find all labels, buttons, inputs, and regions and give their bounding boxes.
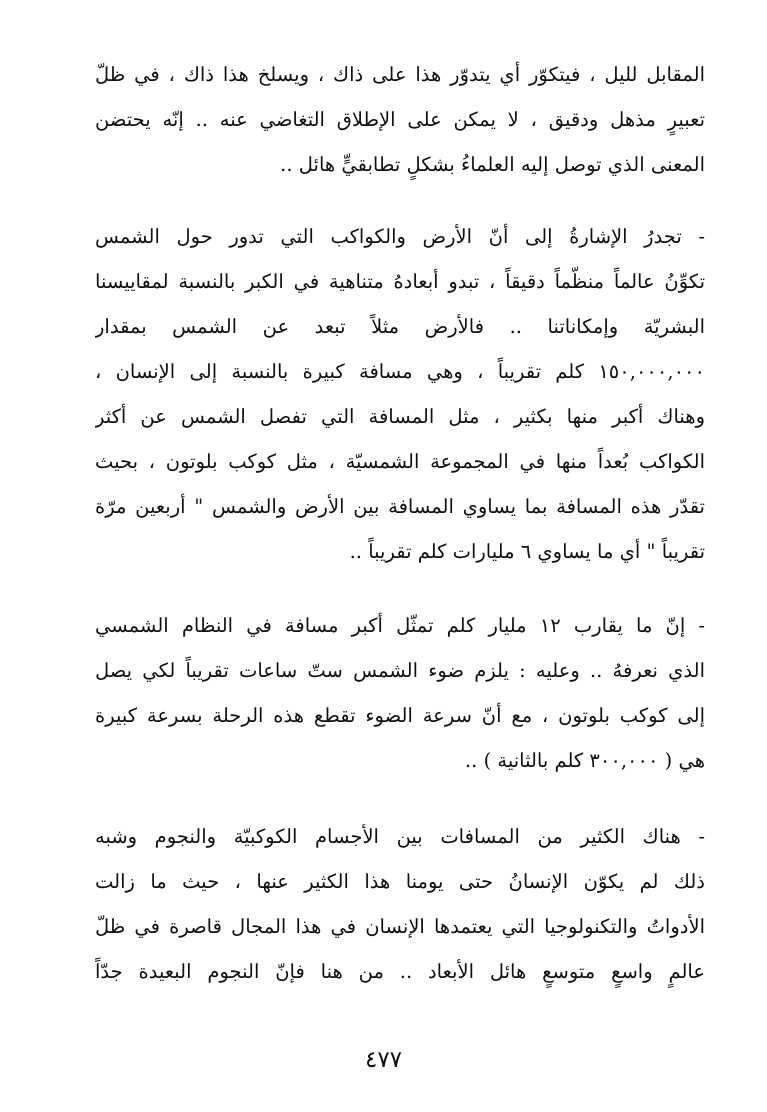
text-line: المعنى الذي توصل إليه العلماءُ بشكلٍ تطابقيٍّ هائل .. <box>280 153 705 176</box>
text-line: تكوِّنُ عالماً منظّماً دقيقاً ، تبدو أبعادهُ متناهية في الكبر بالنسبة لمقاييسنا <box>95 270 705 293</box>
text-line: هي ( ٣٠٠,٠٠٠ كلم بالثانية ) .. <box>464 749 705 772</box>
text-line: الذي نعرفهُ .. وعليه : يلزم ضوء الشمس ستّ ساعات تقريباً لكي يصل <box>95 659 705 682</box>
paragraph-1 <box>95 52 705 187</box>
text-line: عالمٍ واسعٍ متوسعٍ هائل الأبعاد .. من هنا فإنّ النجوم البعيدة جدّاً <box>95 960 705 983</box>
text-line: - تجدرُ الإشارةُ إلى أنّ الأرض والكواكب التي تدور حول الشمس <box>95 225 705 248</box>
page-number: ٤٧٧ <box>364 1047 403 1073</box>
text-line: الكواكب بُعداً منها في المجموعة الشمسيّة ، مثل كوكب بلوتون ، بحيث <box>95 450 705 473</box>
text-line: إلى كوكب بلوتون ، مع أنّ سرعة الضوء تقطع هذه الرحلة بسرعة كبيرة <box>95 704 705 727</box>
text-line: المقابل لليل ، فيتكوّر أي يتدوّر هذا على ذاك ، ويسلخ هذا ذاك ، في ظلّ <box>95 63 705 86</box>
page-body <box>95 52 705 994</box>
text-line: تعبيرٍ مذهل ودقيق ، لا يمكن على الإطلاق التغاضي عنه .. إنّه يحتضن <box>95 108 705 131</box>
text-line: تقريباً " أي ما يساوي ٦ مليارات كلم تقريباً .. <box>349 540 705 563</box>
paragraph-3 <box>95 603 705 783</box>
text-line: ذلك لم يكوّن الإنسانُ حتى يومنا هذا الكثير عنها ، حيث ما زالت <box>95 870 705 893</box>
paragraph-4 <box>95 814 705 994</box>
text-line: ١٥٠,٠٠٠,٠٠٠ كلم تقريباً ، وهي مسافة كبيرة بالنسبة إلى الإنسان ، <box>95 360 705 383</box>
text-line: - إنّ ما يقارب ١٢ مليار كلم تمثّل أكبر مسافة في النظام الشمسي <box>95 614 705 637</box>
text-line: وهناك أكبر منها بكثير ، مثل المسافة التي تفصل الشمس عن أكثر <box>95 405 705 428</box>
paragraph-2 <box>95 214 705 574</box>
text-line: البشريّة وإمكاناتنا .. فالأرض مثلاً تبعد عن الشمس بمقدار <box>95 315 705 338</box>
text-line: - هناك الكثير من المسافات بين الأجسام الكوكبيّة والنجوم وشبه <box>95 825 705 848</box>
text-line: الأدواتُ والتكنولوجيا التي يعتمدها الإنسان في هذا المجال قاصرة في ظلّ <box>95 915 705 938</box>
text-line: تقدّر هذه المسافة بما يساوي المسافة بين الأرض والشمس " أربعين مرّة <box>95 495 705 518</box>
